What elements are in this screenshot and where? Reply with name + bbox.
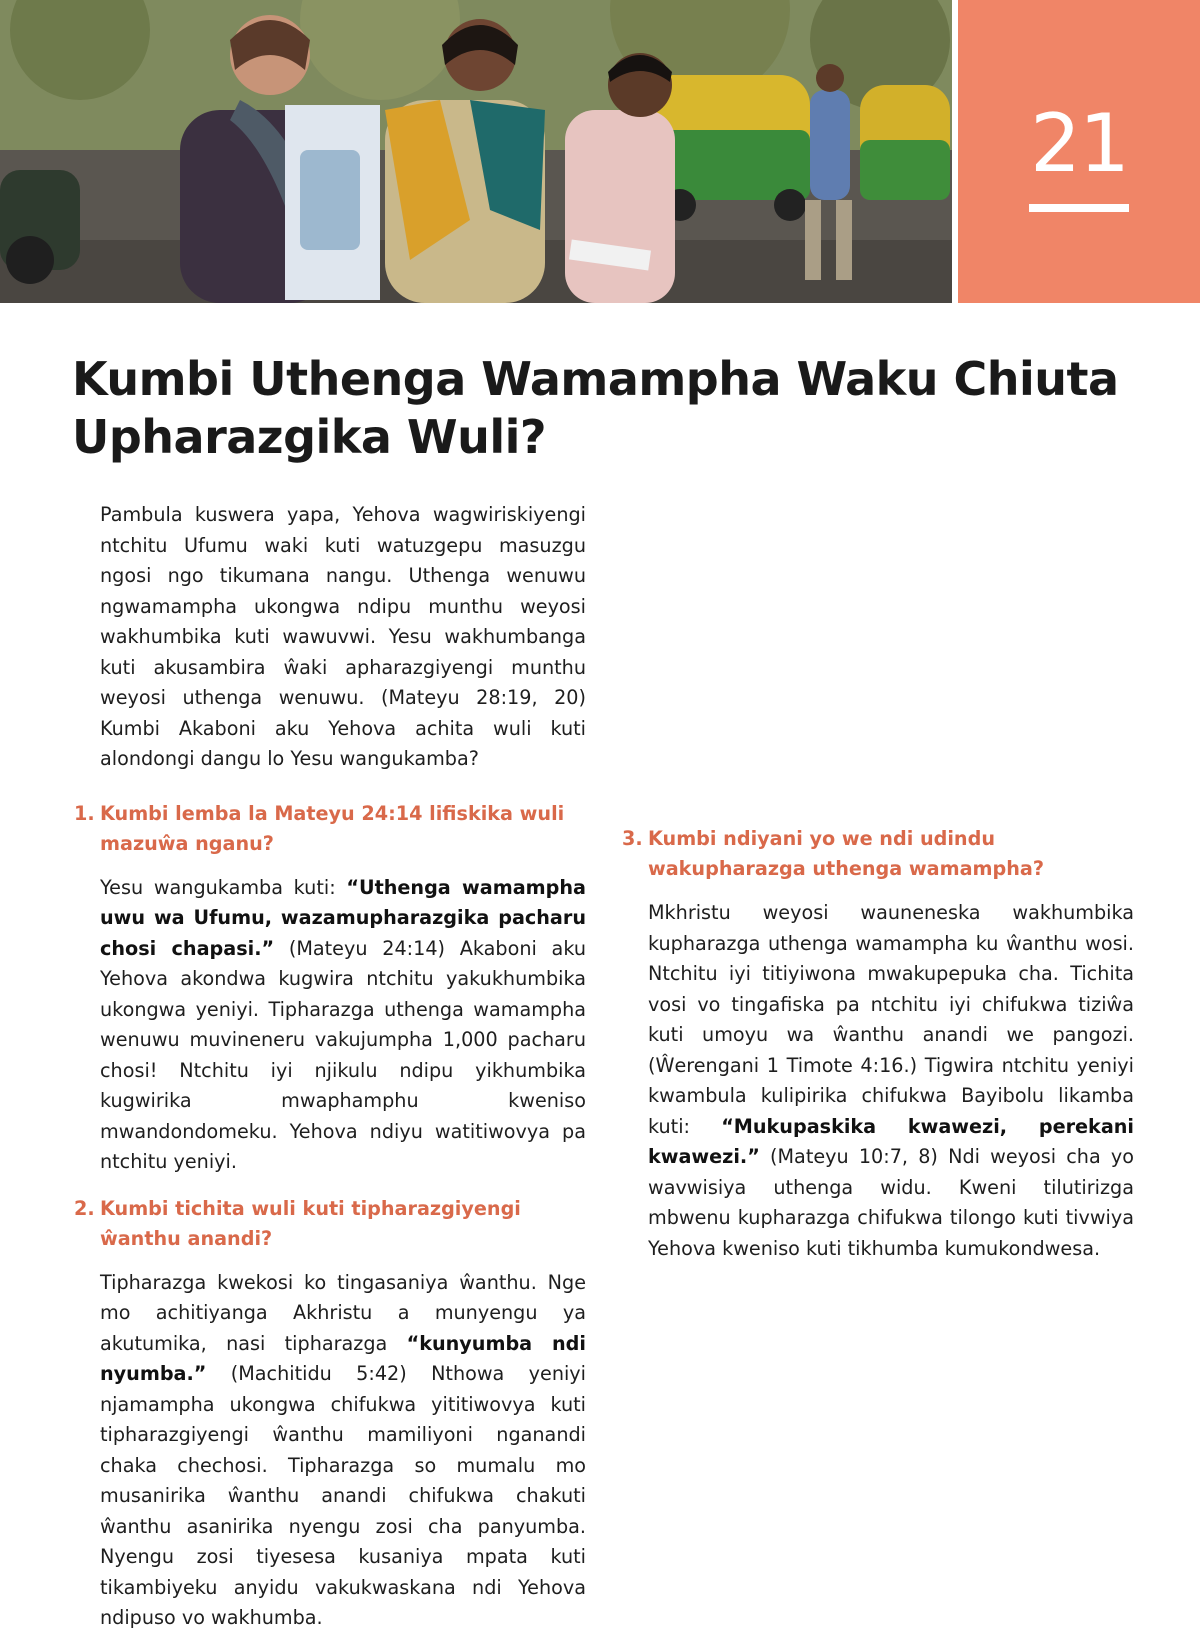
section-3-scripture-quote: “Mukupaskika kwawezi, perekani kwawezi.” xyxy=(648,1114,1135,1168)
lesson-number-block xyxy=(958,0,1200,303)
section-3-question-text: Kumbi ndiyani yo we ndi udindu wakupharazga uthenga wamampha? xyxy=(648,827,1044,880)
section-1-question xyxy=(74,799,586,859)
intro-paragraph: Pambula kuswera yapa, Yehova wagwiriskiyengi ntchitu Ufumu waki kuti watuzgepu masuzgu ngosi ngo tikumana nangu. Uthenga wenuwu ngwamampha ukongwa ndipu munthu weyosi wakhumbika kuti wawuvwi. Yesu wakhumbanga kuti akusambira ŵaki apharazgiyengi munthu weyosi uthenga wenuwu. (Mateyu 28:19, 20) Kumbi Akaboni aku Yehova achita wuli kuti alondongi dangu lo Yesu wangukamba? xyxy=(100,503,586,770)
street-scene-illustration xyxy=(0,0,952,303)
section-1-body-text-cont: (Mateyu 24:14) Akaboni aku Yehova akondwa kugwira ntchitu yakukhumbika ukongwa yeniyi. Tipharazga uthenga wamampha wenuwu muvineneru vakujumpha 1,000 pacharu chosi! Ntchitu iyi njikulu ndipu yikhumbika kugwirika mwaphamphu kweniso mwandondomeku. Yehova ndiyu watitiwovya pa ntchitu yeniyi. xyxy=(100,936,586,1173)
section-3-body-text: Mkhristu weyosi wauneneska wakhumbika kupharazga uthenga wamampha ku ŵanthu wosi. Ntchitu iyi titiyiwona mwakupepuka cha. Tichita vosi vo tingafiska pa ntchitu iyi chifukwa tiziŵa kuti umoyu wa ŵanthu anandi we pangozi. (Ŵerengani 1 Timote 4:16.) Tigwira ntchitu yeniyi kwambula kulipirika chifukwa Bayibolu likamba kuti: xyxy=(648,901,1134,1138)
section-3-number: 3. xyxy=(622,827,643,850)
text-column-left xyxy=(74,500,586,1634)
hero-photo xyxy=(0,0,952,303)
page-title: Kumbi Uthenga Wamampha Waku Chiuta Upharazgika Wuli? xyxy=(72,352,1119,464)
section-1-body xyxy=(74,873,586,1178)
lesson-number-underline xyxy=(1029,204,1129,212)
section-1-question-text: Kumbi lemba la Mateyu 24:14 lifiskika wuli mazuŵa nganu? xyxy=(100,801,565,855)
section-2-body-text: Tipharazga kwekosi ko tingasaniya ŵanthu. Nge mo achitiyanga Akhristu a munyengu ya akutumika, nasi tipharazga xyxy=(100,1270,586,1355)
text-column-right xyxy=(622,500,1134,1264)
section-2-number: 2. xyxy=(74,1196,95,1220)
section-3-body xyxy=(622,898,1134,1264)
lesson-number: 21 xyxy=(1030,97,1128,190)
section-2-question-text: Kumbi tichita wuli kuti tipharazgiyengi ŵanthu anandi? xyxy=(100,1196,521,1250)
section-2-question xyxy=(74,1194,586,1254)
section-2-body-text-cont: (Machitidu 5:42) Nthowa yeniyi njamampha ukongwa chifukwa yititiwovya kuti tipharazgiyengi ŵanthu mamiliyoni nganandi chaka chechosi. Tipharazga so mumalu mo musanirika ŵanthu anandi chifukwa chakuti ŵanthu asanirika nyengu zosi cha panyumba. Nyengu zosi tiyesesa kusaniya mpata kuti tikambiyeku anyidu vakukwaskana ndi Yehova ndipuso vo wakhumba. xyxy=(100,1362,586,1629)
section-3-question xyxy=(622,824,1134,884)
section-2-scripture-quote: “kunyumba ndi nyumba.” xyxy=(100,1331,586,1385)
section-2-body xyxy=(74,1268,586,1634)
section-1-number: 1. xyxy=(74,801,95,825)
section-3-body-text-cont: (Mateyu 10:7, 8) Ndi weyosi cha yo wavwisiya uthenga widu. Kweni tilutirizga mbwenu kupharazga chifukwa tilongo kuti tivwiya Yehova kweniso kuti tikhumba kumukondwesa. xyxy=(648,1145,1134,1260)
section-1-scripture-quote: “Uthenga wamampha uwu wa Ufumu, wazamupharazgika pacharu chosi chapasi.” xyxy=(100,875,586,960)
section-1-body-text: Yesu wangukamba kuti: xyxy=(100,875,347,899)
